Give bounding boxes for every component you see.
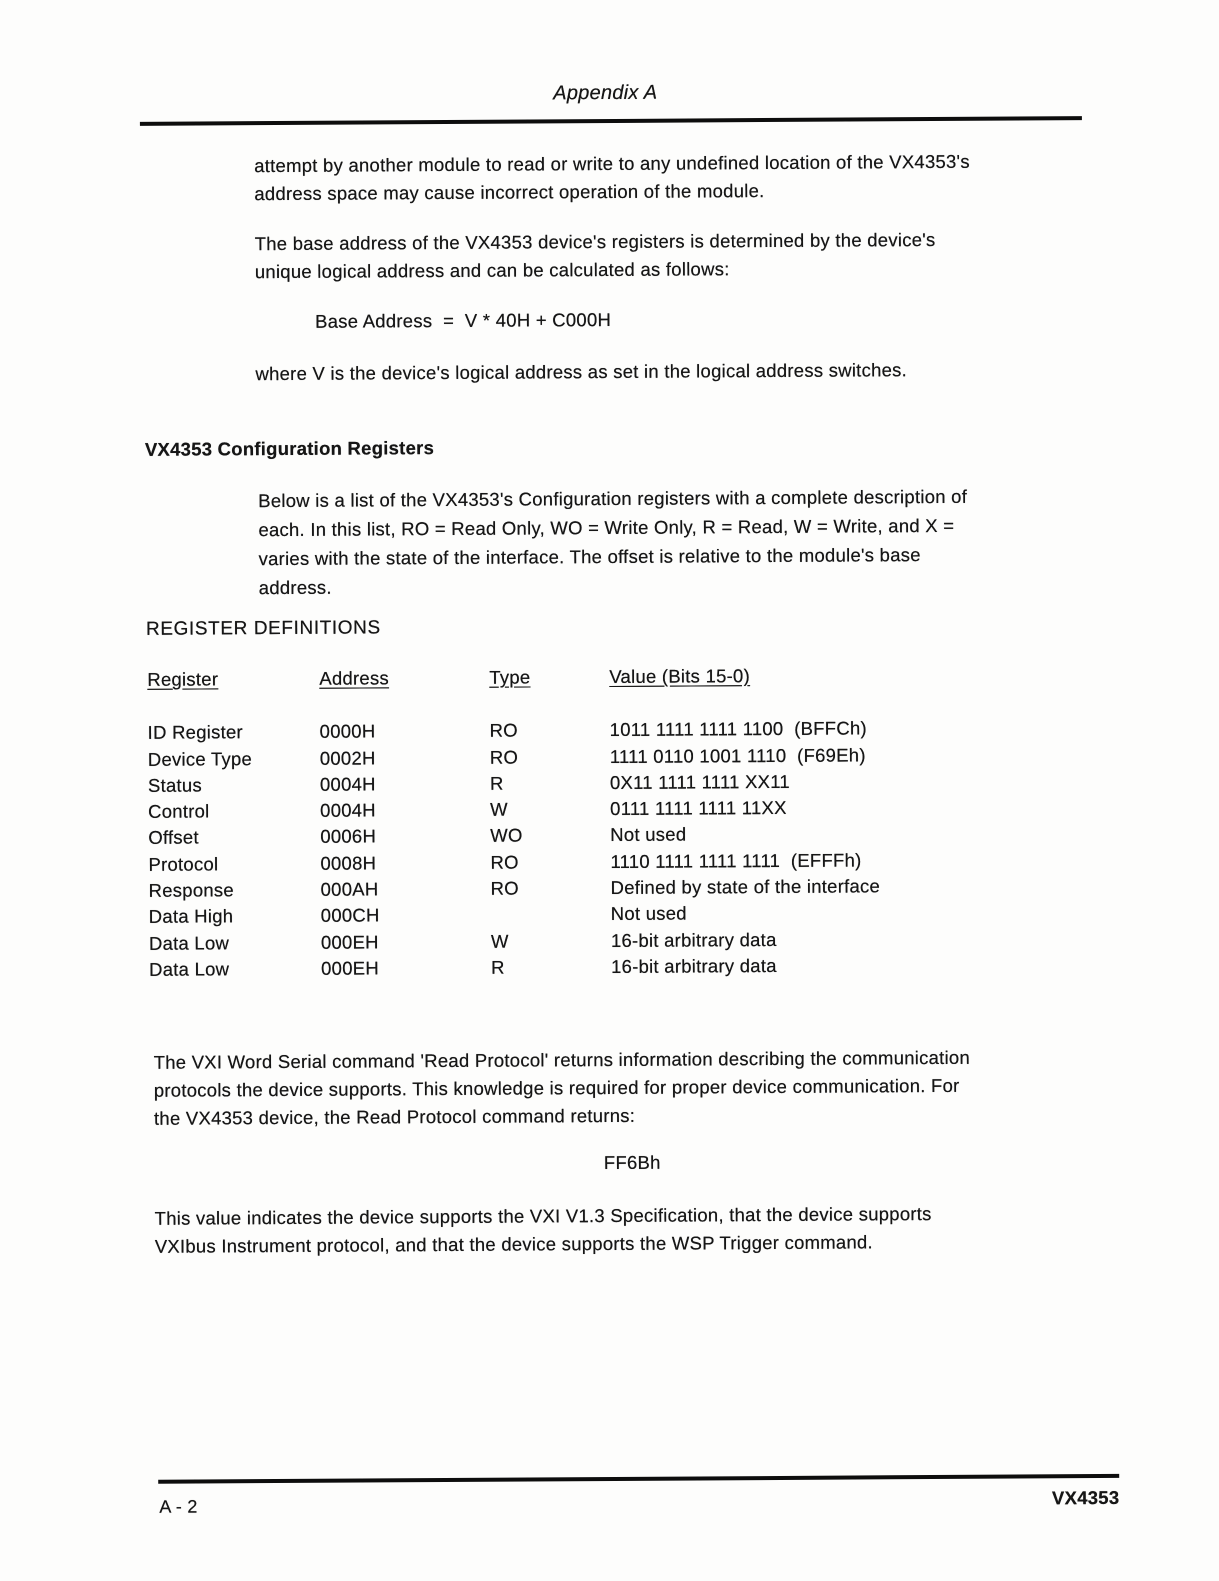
cell-value: Defined by state of the interface (610, 875, 881, 899)
header-rule (140, 116, 1082, 126)
cell-address: 000EH (321, 957, 379, 979)
table-header-row (147, 663, 1107, 695)
cell-address: 000CH (320, 904, 380, 927)
cell-address: 000EH (320, 931, 379, 953)
col-header-address: Address (319, 667, 389, 689)
para-read-protocol-intro: The VXI Word Serial command 'Read Protocol' returns information describing the communication protocols the device supports. This knowledge is required for proper device communication. For the VX4353 device, the Read Protocol command returns: (153, 1046, 971, 1129)
base-address-formula: Base Address = V * 40H + C000H (315, 308, 612, 332)
register-definitions-table (147, 663, 1109, 985)
cell-value: Not used (610, 824, 687, 846)
col-header-type: Type (489, 666, 531, 688)
cell-register: Control (148, 800, 210, 823)
cell-address: 0002H (319, 747, 376, 769)
cell-type: RO (489, 746, 519, 768)
para-base-address-intro: The base address of the VX4353 device's registers is determined by the device's unique logical address and can be calculated as follows: (254, 228, 936, 283)
para-logical-address-note: where V is the device's logical address as set in the logical address switches. (255, 359, 908, 385)
cell-type: R (489, 772, 504, 794)
table-row (149, 953, 1109, 985)
cell-register: Response (148, 879, 234, 901)
col-header-value: Value (Bits 15-0) (609, 665, 751, 687)
cell-value: 0X11 1111 1111 XX11 (609, 770, 790, 793)
cell-type: RO (490, 877, 519, 899)
register-definitions-heading: REGISTER DEFINITIONS (145, 617, 381, 640)
section-heading-configuration-registers: VX4353 Configuration Registers (144, 437, 435, 460)
cell-type: W (490, 930, 509, 952)
cell-value: 1011 1111 1111 1100 (BFFCh) (609, 717, 867, 741)
footer-page-number: A - 2 (159, 1496, 198, 1517)
cell-type: R (491, 956, 505, 978)
footer-rule (158, 1474, 1119, 1484)
cell-address: 0000H (319, 720, 376, 743)
cell-address: 000AH (320, 878, 379, 900)
cell-value: Not used (610, 902, 687, 925)
cell-type: RO (490, 851, 519, 873)
cell-register: Device Type (147, 747, 253, 770)
cell-type: WO (490, 825, 523, 847)
cell-register: Data High (148, 905, 234, 928)
cell-register: Data Low (149, 958, 230, 980)
cell-address: 0004H (319, 773, 376, 795)
col-header-register: Register (147, 668, 219, 690)
footer-doc-id: VX4353 (1051, 1486, 1120, 1509)
cell-type: W (490, 798, 508, 820)
cell-value: 0111 1111 1111 11XX (610, 797, 787, 820)
cell-register: Protocol (148, 853, 219, 875)
cell-value: 1111 0110 1001 1110 (F69Eh) (609, 744, 866, 767)
cell-address: 0008H (320, 852, 377, 874)
cell-register: Data Low (148, 931, 230, 954)
para-protocol-value-meaning: This value indicates the device supports the VXI V1.3 Specification, that the device supports VXIbus Instrument protocol, and that the device supports the WSP Trigger command. (154, 1203, 932, 1257)
read-protocol-return-value: FF6Bh (603, 1151, 661, 1174)
cell-value: 1110 1111 1111 1111 (EFFFh) (610, 849, 862, 872)
cell-register: Offset (148, 826, 199, 849)
cell-value: 16-bit arbitrary data (610, 928, 777, 951)
cell-value: 16-bit arbitrary data (611, 954, 777, 977)
cell-address: 0004H (320, 799, 376, 821)
para-register-list-intro: Below is a list of the VX4353's Configuration registers with a complete description of each. In this list, RO = Read Only, WO = Write Only, R = Read, W = Write, and X = varies with the state of the interface. The offset is relative to the module's base address. (258, 485, 968, 599)
cell-register: ID Register (147, 721, 243, 744)
para-undefined-location-warning: attempt by another module to read or write to any undefined location of the VX4353's address space may cause incorrect operation of the module. (254, 150, 970, 205)
cell-address: 0006H (320, 825, 377, 848)
cell-type: RO (489, 719, 518, 742)
appendix-title: Appendix A (553, 81, 658, 105)
cell-register: Status (147, 774, 202, 796)
